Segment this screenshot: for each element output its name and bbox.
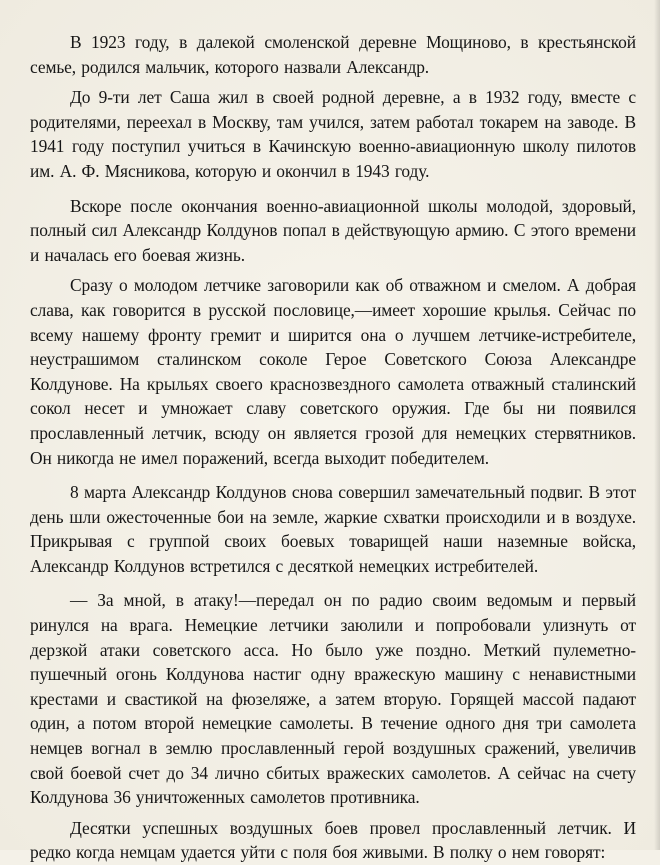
paragraph-march-8-feat: 8 марта Александр Колдунов снова совершил замечательный подвиг. В этот день шли ожесточенные бои на земле, жаркие схватки происходили и в воздухе. Прикрывая с группой своих боевых товарищей наши наземные войска, Александр Колдунов встретился с десяткой немецких истребителей.	[30, 482, 636, 576]
paragraph-conclusion: Десятки успешных воздушных боев провел прославленный летчик. И редко когда немцам удается уйти с поля боя живыми. В полку о нем говорят:	[30, 817, 636, 863]
paragraph-childhood-education: До 9-ти лет Саша жил в своей родной деревне, а в 1932 году, вместе с родителями, переехал в Москву, там учился, затем работал токарем на заводе. В 1941 году поступил учиться в Качинскую военно-авиационную школу пилотов им. А. Ф. Мясникова, которую и окончил в 1943 году.	[30, 87, 636, 181]
paragraph-joining-army: Вскоре после окончания военно-авиационной школы молодой, здоровый, полный сил Александр Колдунов попал в действующую армию. С этого времени и началась его боевая жизнь.	[30, 195, 636, 265]
paragraph-attack: — За мной, в атаку!—передал он по радио своим ведомым и первый ринулся на врага. Немецкие летчики заюлили и попробовали улизнуть от дерзкой атаки советского асса. Но было уже поздно. Меткий пулеметно-пушечный огонь Колдунова настиг одну вражескую машину с ненавистными крестами и свастикой на фюзеляже, а затем вторую. Горящей массой падают один, а потом второй немецкие самолеты. В течение одного дня три самолета немцев вогнал в землю прославленный герой воздушных сражений, увеличив свой боевой счет до 34 лично сбитых вражеских самолетов. А сейчас на счету Колдунова 36 уничтоженных самолетов противника.	[30, 590, 636, 808]
paragraph-birth: В 1923 году, в далекой смоленской деревне Мощиново, в крестьянской семье, родился мальчик, которого назвали Александр.	[30, 32, 636, 77]
paragraph-reputation: Сразу о молодом летчике заговорили как об отважном и смелом. А добрая слава, как говорится в русской пословице,—имеет хорошие крылья. Сейчас по всему нашему фронту гремит и ширится она о лучшем летчике-истребителе, неустрашимом сталинском соколе Герое Советского Союза Александре Колдунове. На крыльях своего краснозвездного самолета отважный сталинский сокол несет и умножает славу советского оружия. Где бы ни появился прославленный летчик, всюду он является грозой для немецких стервятников. Он никогда не имел поражений, всегда выходит победителем.	[30, 275, 636, 468]
article-text	[30, 30, 636, 865]
